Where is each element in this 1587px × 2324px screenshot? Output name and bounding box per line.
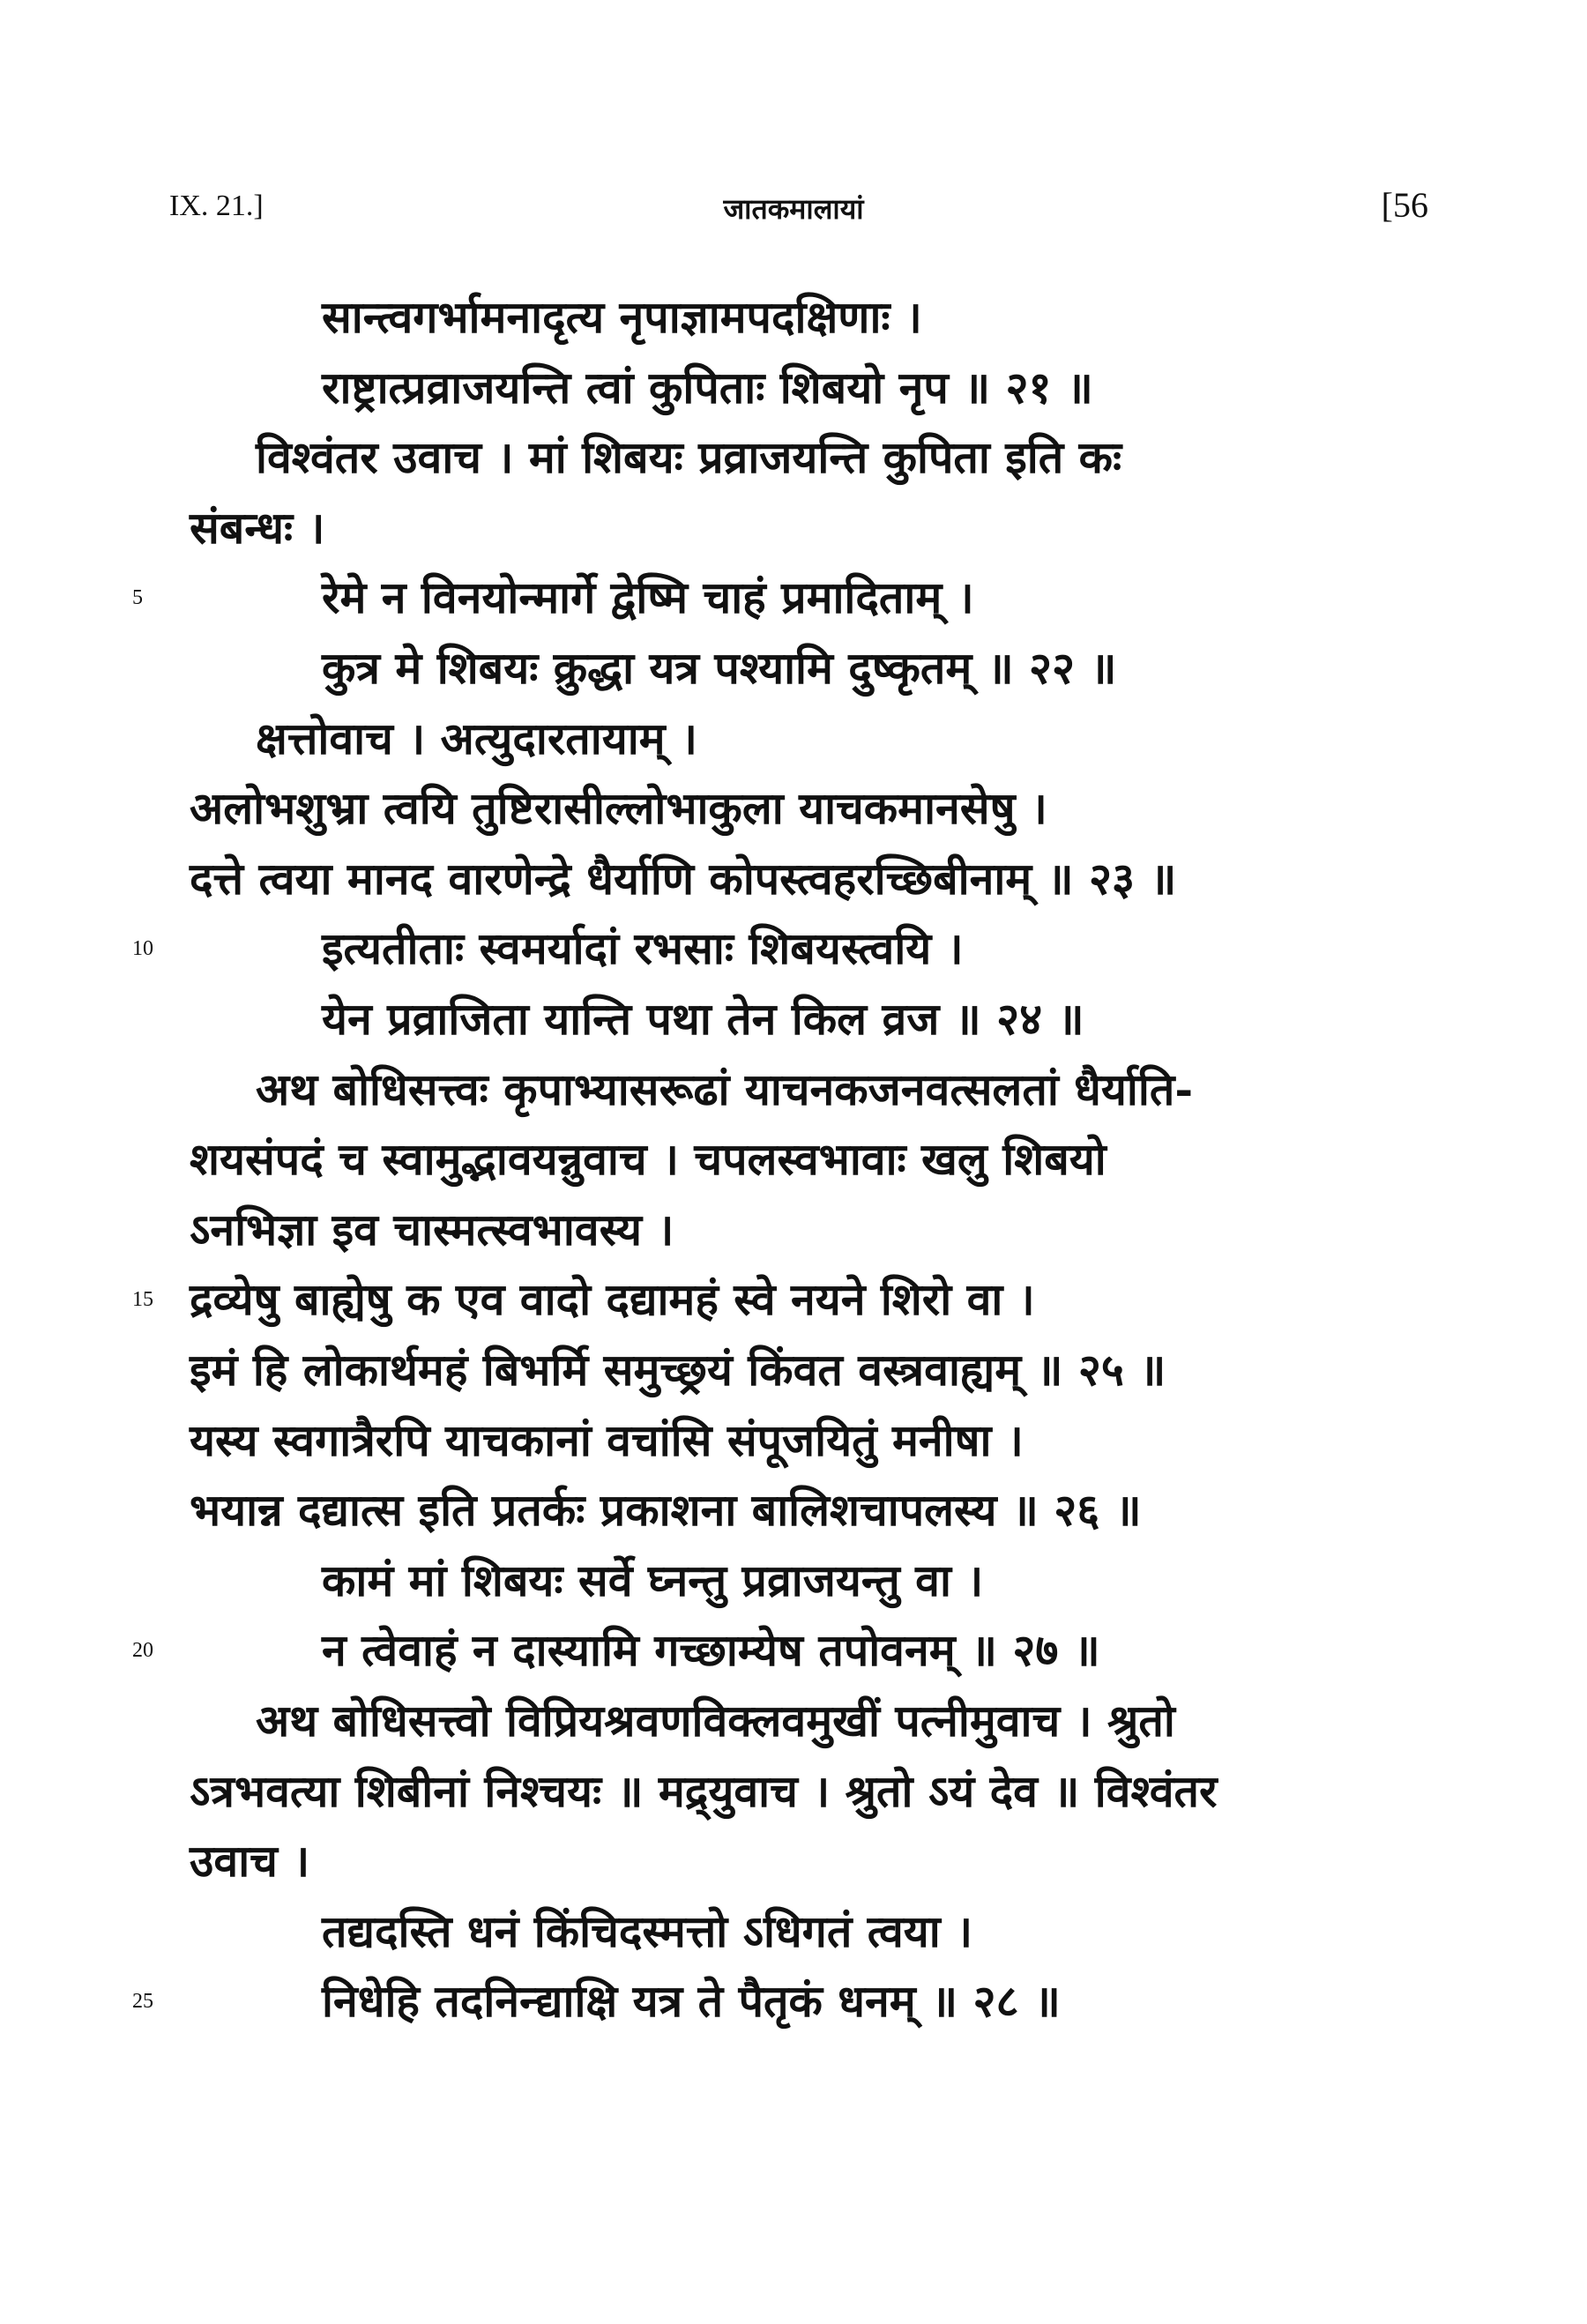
line-text: निधेहि तदनिन्द्याक्षि यत्र ते पैतृकं धनम् ॥ २८ ॥ (322, 1975, 1061, 2028)
line-number: 5 (132, 586, 143, 610)
text-line (0, 1686, 1587, 1756)
running-head (0, 185, 1587, 242)
line-text: शयसंपदं च स्वामुद्भावयन्नुवाच । चपलस्वभावाः खलु शिबयो (190, 1133, 1106, 1186)
text-line (0, 844, 1587, 914)
line-text: द्रव्येषु बाह्येषु क एव वादो दद्यामहं स्वे नयने शिरो वा । (190, 1273, 1035, 1326)
line-text: संबन्धः । (190, 501, 325, 554)
line-text: रेमे न विनयोन्मार्गे द्वेष्मि चाहं प्रमादिताम् । (322, 571, 974, 624)
line-number: 15 (132, 1288, 153, 1312)
text-line (0, 1756, 1587, 1827)
line-number: 20 (132, 1639, 153, 1663)
line-text: अलोभशुभ्रा त्वयि तुष्टिरासील्लोभाकुला याचकमानसेषु । (190, 782, 1047, 835)
text-line (0, 422, 1587, 493)
line-text: अथ बोधिसत्त्वः कृपाभ्यासरूढां याचनकजनवत्सलतां धैर्याति- (256, 1062, 1194, 1115)
line-text: यस्य स्वगात्रैरपि याचकानां वचांसि संपूजयितुं मनीषा । (190, 1413, 1024, 1466)
text-line (0, 1896, 1587, 1967)
line-text: तद्यदस्ति धनं किंचिदस्मत्तो ऽधिगतं त्वया । (322, 1904, 973, 1957)
line-text: कामं मां शिबयः सर्वे घ्नन्तु प्रव्राजयन्तु वा । (322, 1553, 984, 1606)
text-line (0, 1546, 1587, 1616)
line-text: अथ बोधिसत्त्वो विप्रियश्रवणविक्लवमुखीं पत्नीमुवाच । श्रुतो (256, 1695, 1175, 1747)
text-line (0, 562, 1587, 633)
line-text: ऽनभिज्ञा इव चास्मत्स्वभावस्य । (190, 1203, 674, 1255)
text-line (0, 913, 1587, 984)
text-line (0, 353, 1587, 423)
chapter-verse-ref: IX. 21.] (169, 190, 264, 222)
text-line (0, 1475, 1587, 1546)
line-text: कुत्र मे शिबयः क्रुद्धा यत्र पश्यामि दुष्कृतम् ॥ २२ ॥ (322, 642, 1117, 694)
line-text: दत्ते त्वया मानद वारणेन्द्रे धैर्याणि कोपस्त्वहरच्छिबीनाम् ॥ २३ ॥ (190, 852, 1177, 905)
line-text: इमं हि लोकार्थमहं बिभर्मि समुच्छ्रयं किंवत वस्त्रवाह्यम् ॥ २५ ॥ (190, 1344, 1166, 1396)
text-line (0, 1966, 1587, 2037)
text-line (0, 984, 1587, 1054)
text-line (0, 1826, 1587, 1896)
line-text: न त्वेवाहं न दास्यामि गच्छाम्येष तपोवनम् ॥ २७ ॥ (322, 1624, 1100, 1677)
text-line (0, 1335, 1587, 1405)
line-text: सान्त्वगर्भामनादृत्य नृपाज्ञामपदक्षिणाः । (322, 291, 922, 343)
text-line (0, 1405, 1587, 1476)
text-line (0, 1054, 1587, 1125)
running-title: जातकमालायां (723, 192, 864, 226)
page-number: [56 (1381, 185, 1428, 225)
line-text: क्षत्तोवाच । अत्युदारतायाम् । (256, 711, 697, 764)
text-line (0, 1195, 1587, 1265)
text-line (0, 704, 1587, 774)
line-text: उवाच । (190, 1835, 310, 1888)
text-line (0, 633, 1587, 704)
line-text: इत्यतीताः स्वमर्यादां रभसाः शिबयस्त्वयि । (322, 922, 964, 975)
text-line (0, 773, 1587, 844)
line-text: ऽत्रभवत्या शिबीनां निश्चयः ॥ मद्र्युवाच । श्रुतो ऽयं देव ॥ विश्वंतर (190, 1764, 1218, 1817)
text-line (0, 1615, 1587, 1686)
line-text: राष्ट्रात्प्रव्राजयन्ति त्वां कुपिताः शिबयो नृप ॥ २१ ॥ (322, 361, 1093, 413)
line-number: 10 (132, 937, 153, 961)
text-line (0, 1264, 1587, 1335)
line-text: विश्वंतर उवाच । मां शिबयः प्रव्राजयन्ति कुपिता इति कः (256, 431, 1122, 484)
line-text: भयान्न दद्यात्स इति प्रतर्कः प्रकाशना बालिशचापलस्य ॥ २६ ॥ (190, 1484, 1142, 1537)
text-line (0, 1124, 1587, 1195)
line-text: येन प्रव्राजिता यान्ति पथा तेन किल व्रज ॥ २४ ॥ (322, 993, 1084, 1045)
text-line (0, 282, 1587, 353)
line-number: 25 (132, 1990, 153, 2014)
text-line (0, 493, 1587, 563)
